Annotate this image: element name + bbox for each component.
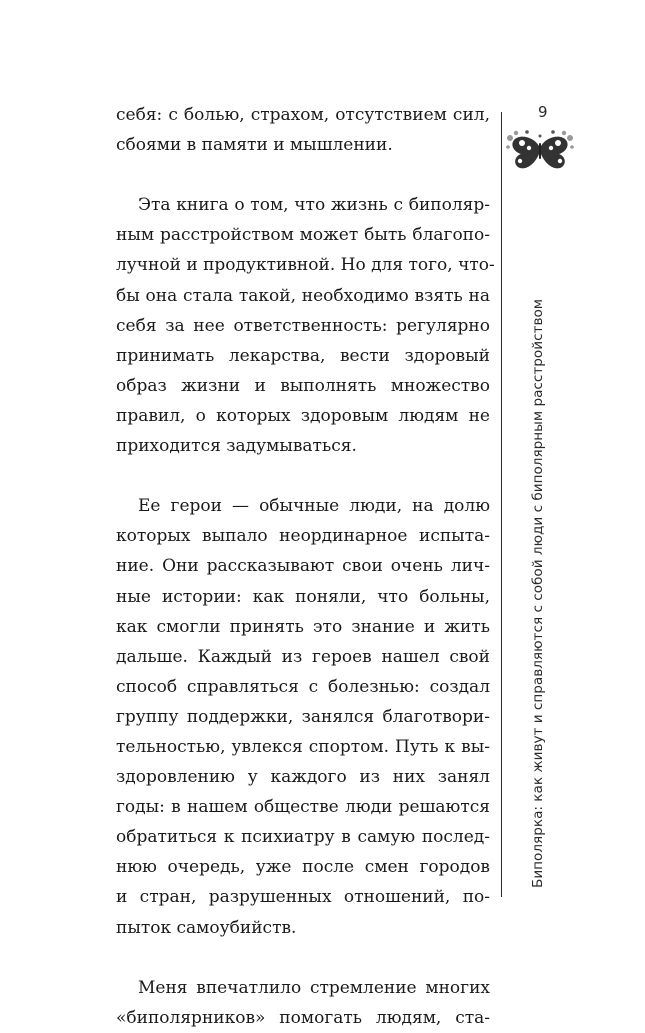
- text-line: правил, о которых здоровым людям не: [116, 405, 490, 426]
- text-line: здоровлению у каждого из них занял: [116, 767, 490, 788]
- text-line: «биполярников» помогать людям, ста-: [116, 1007, 490, 1028]
- running-head-text: Биполярка: как живут и справляются с собой люди с биполярным расстройством: [530, 298, 546, 888]
- text-line: бы она стала такой, необходимо взять на: [116, 285, 490, 306]
- text-line: годы: в нашем обществе люди решаются: [116, 797, 490, 818]
- text-line: принимать лекарства, вести здоровый: [116, 345, 490, 366]
- text-line: себя: с болью, страхом, отсутствием сил,: [116, 105, 490, 125]
- text-line: нюю очередь, уже после смен городов: [116, 857, 490, 878]
- text-line: Эта книга о том, что жизнь с биполяр-: [138, 195, 490, 216]
- margin-rule: [501, 112, 502, 897]
- text-line: ные истории: как поняли, что больны,: [116, 586, 490, 607]
- text-line: пыток самоубийств.: [116, 917, 297, 938]
- text-line: ние. Они рассказывают свои очень лич-: [116, 556, 490, 577]
- text-line: дальше. Каждый из героев нашел свой: [116, 646, 490, 667]
- text-line: Меня впечатлило стремление многих: [138, 977, 490, 998]
- text-line: лучной и продуктивной. Но для того, что-: [116, 255, 495, 276]
- text-line: группу поддержки, занялся благотвори-: [116, 706, 490, 727]
- page-number: 9: [538, 103, 548, 121]
- text-line: которых выпало неординарное испыта-: [116, 526, 490, 547]
- text-line: сбоями в памяти и мышлении.: [116, 135, 393, 156]
- twin-butterfly-logo-icon: [505, 128, 575, 176]
- paragraph-gap: [116, 461, 490, 491]
- text-line: и стран, разрушенных отношений, по-: [116, 887, 490, 908]
- paragraph-gap: [116, 160, 490, 190]
- text-line: как смогли принять это знание и жить: [116, 616, 490, 637]
- body-text: [116, 100, 495, 1033]
- text-line: приходится задумываться.: [116, 436, 357, 457]
- text-line: способ справляться с болезнью: создал: [116, 676, 490, 697]
- text-line: образ жизни и выполнять множество: [116, 375, 490, 396]
- text-line: обратиться к психиатру в самую послед-: [116, 827, 490, 848]
- paragraph-gap: [116, 943, 490, 973]
- text-line: себя за нее ответственность: регулярно: [116, 315, 490, 336]
- text-line: тельностью, увлекся спортом. Путь к вы-: [116, 736, 490, 757]
- text-line: Ее герои — обычные люди, на долю: [138, 496, 490, 517]
- text-line: ным расстройством может быть благопо-: [116, 225, 490, 246]
